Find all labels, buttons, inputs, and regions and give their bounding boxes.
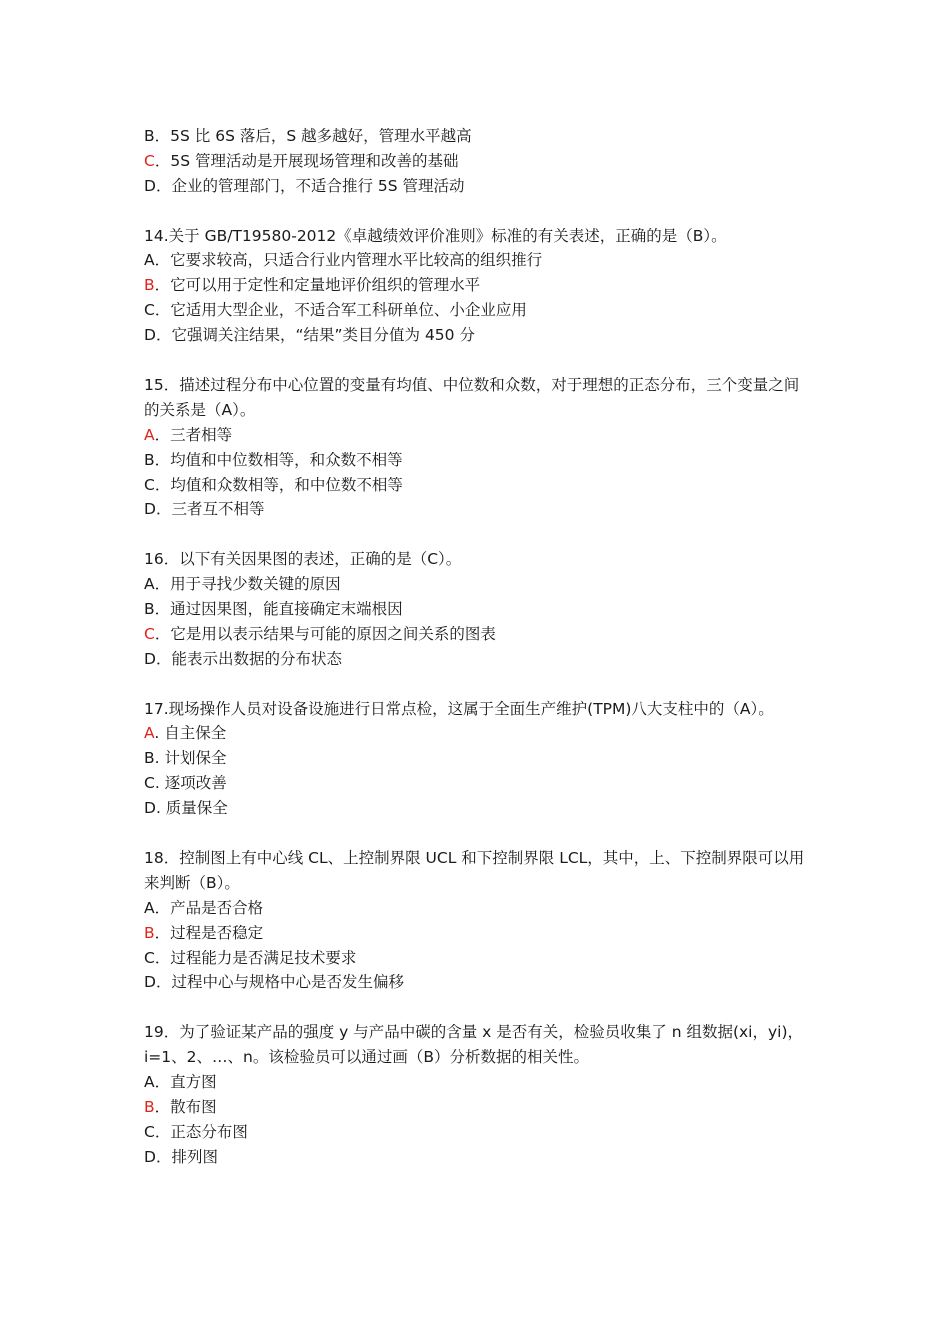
option-letter-correct: A: [144, 724, 155, 743]
question-stem: 18．控制图上有中心线 CL、上控制界限 UCL 和下控制界限 LCL，其中，上、下控制界限可以用来判断（B）。: [144, 848, 805, 892]
option-letter-correct: A: [144, 425, 155, 444]
option-line: [144, 149, 814, 174]
option-line: [144, 298, 814, 323]
option-separator: ．: [154, 948, 171, 967]
option-text: 均值和中位数相等，和众数不相等: [170, 450, 403, 469]
option-separator: ．: [155, 649, 172, 668]
option-text: 三者互不相等: [171, 500, 265, 519]
option-separator: ．: [154, 1072, 171, 1091]
option-text: 正态分布图: [170, 1122, 248, 1141]
option-text: 自主保全: [164, 724, 227, 743]
option-text: 三者相等: [170, 425, 233, 444]
option-text: 能表示出数据的分布状态: [171, 649, 342, 668]
option-letter: B: [144, 127, 155, 145]
question-19: [144, 1020, 814, 1169]
option-separator: ．: [154, 151, 171, 170]
option-text: 过程是否稳定: [170, 923, 264, 942]
option-letter: B: [144, 599, 155, 618]
option-letter-correct: B: [144, 276, 155, 295]
option-text: 它强调关注结果，“结果”类目分值为 450 分: [171, 326, 475, 345]
option-text: 5S 比 6S 落后，S 越多越好，管理水平越高: [170, 127, 472, 145]
question-stem: 19．为了验证某产品的强度 y 与产品中碳的含量 x 是否有关，检验员收集了 n 组数据(xi，yi)，i=1、2、…、n。该检验员可以通过画（B）分析数据的相关性。: [144, 1023, 804, 1067]
option-line: [144, 1145, 814, 1170]
option-separator: ．: [154, 575, 171, 594]
option-separator: .: [155, 799, 166, 818]
option-line: [144, 597, 814, 622]
option-letter: D: [144, 973, 156, 992]
option-letter: A: [144, 1072, 155, 1091]
option-text: 通过因果图，能直接确定末端根因: [170, 599, 403, 618]
option-text: 逐项改善: [164, 774, 227, 793]
option-separator: .: [154, 749, 165, 768]
option-line: [144, 622, 814, 647]
option-line: [144, 1120, 814, 1145]
option-separator: ．: [154, 1122, 171, 1141]
option-letter: D: [144, 799, 156, 818]
option-line: [144, 323, 814, 348]
option-text: 计划保全: [164, 749, 227, 768]
option-text: 排列图: [171, 1147, 218, 1166]
option-letter: D: [144, 500, 156, 519]
option-line: [144, 946, 814, 971]
option-separator: ．: [155, 973, 172, 992]
option-text: 过程中心与规格中心是否发生偏移: [171, 973, 404, 992]
option-line: [144, 1070, 814, 1095]
option-separator: .: [154, 774, 165, 793]
option-separator: ．: [154, 599, 171, 618]
option-line: [144, 248, 814, 273]
option-letter: A: [144, 251, 155, 270]
option-letter: C: [144, 1122, 155, 1141]
option-text: 质量保全: [165, 799, 228, 818]
option-line: [144, 647, 814, 672]
question-13-tail: [144, 124, 814, 199]
question-stem: 17.现场操作人员对设备设施进行日常点检，这属于全面生产维护(TPM)八大支柱中的（A）。: [144, 699, 774, 718]
document-page: [144, 124, 814, 1170]
option-text: 直方图: [170, 1072, 217, 1091]
option-line: [144, 497, 814, 522]
option-letter-correct: C: [144, 624, 155, 643]
question-18: [144, 846, 814, 995]
option-separator: .: [154, 724, 165, 743]
option-letter: A: [144, 898, 155, 917]
option-line: [144, 721, 814, 746]
option-text: 用于寻找少数关键的原因: [170, 575, 341, 594]
option-text: 产品是否合格: [170, 898, 264, 917]
option-line: [144, 771, 814, 796]
option-separator: ．: [154, 425, 171, 444]
option-letter: B: [144, 749, 155, 768]
option-letter: C: [144, 475, 155, 494]
option-text: 过程能力是否满足技术要求: [170, 948, 357, 967]
option-line: [144, 970, 814, 995]
option-separator: ．: [155, 1147, 172, 1166]
option-letter: C: [144, 948, 155, 967]
option-line: [144, 473, 814, 498]
option-line: [144, 423, 814, 448]
option-separator: ．: [154, 898, 171, 917]
option-line: [144, 746, 814, 771]
option-separator: ．: [154, 301, 171, 320]
option-text: 它适用大型企业，不适合军工科研单位、小企业应用: [170, 301, 527, 320]
option-text: 均值和众数相等，和中位数不相等: [170, 475, 403, 494]
option-letter-correct: B: [144, 923, 155, 942]
option-letter: D: [144, 326, 156, 345]
option-text: 它可以用于定性和定量地评价组织的管理水平: [170, 276, 481, 295]
question-stem: 14.关于 GB/T19580-2012《卓越绩效评价准则》标准的有关表述，正确的是（B）。: [144, 226, 727, 245]
question-stem: 16．以下有关因果图的表述，正确的是（C）。: [144, 550, 462, 569]
option-letter: A: [144, 575, 155, 594]
option-text: 它是用以表示结果与可能的原因之间关系的图表: [170, 624, 496, 643]
option-separator: ．: [155, 500, 172, 519]
option-letter: C: [144, 774, 155, 793]
option-letter: D: [144, 1147, 156, 1166]
option-letter: C: [144, 301, 155, 320]
option-separator: ．: [154, 1097, 171, 1116]
option-text: 企业的管理部门，不适合推行 5S 管理活动: [171, 176, 465, 195]
option-line: [144, 572, 814, 597]
option-letter: D: [144, 176, 156, 195]
question-14: [144, 224, 814, 348]
option-separator: ．: [154, 923, 171, 942]
option-line: [144, 448, 814, 473]
option-letter-correct: C: [144, 151, 155, 170]
question-16: [144, 547, 814, 671]
option-separator: ．: [155, 326, 172, 345]
option-text: 它要求较高，只适合行业内管理水平比较高的组织推行: [170, 251, 543, 270]
option-separator: ．: [154, 276, 171, 295]
option-line: [144, 124, 814, 149]
question-stem: 15．描述过程分布中心位置的变量有均值、中位数和众数，对于理想的正态分布，三个变量之间的关系是（A）。: [144, 375, 800, 419]
option-text: 散布图: [170, 1097, 217, 1116]
option-line: [144, 921, 814, 946]
option-separator: ．: [155, 176, 172, 195]
option-text: 5S 管理活动是开展现场管理和改善的基础: [170, 151, 459, 170]
option-line: [144, 1095, 814, 1120]
option-line: [144, 896, 814, 921]
option-letter-correct: B: [144, 1097, 155, 1116]
option-separator: ．: [154, 624, 171, 643]
option-separator: ．: [154, 251, 171, 270]
question-17: [144, 697, 814, 821]
option-separator: ．: [154, 450, 171, 469]
option-letter: D: [144, 649, 156, 668]
option-separator: ．: [154, 127, 171, 145]
option-letter: B: [144, 450, 155, 469]
option-line: [144, 273, 814, 298]
option-line: [144, 796, 814, 821]
question-15: [144, 373, 814, 522]
option-line: [144, 174, 814, 199]
option-separator: ．: [154, 475, 171, 494]
